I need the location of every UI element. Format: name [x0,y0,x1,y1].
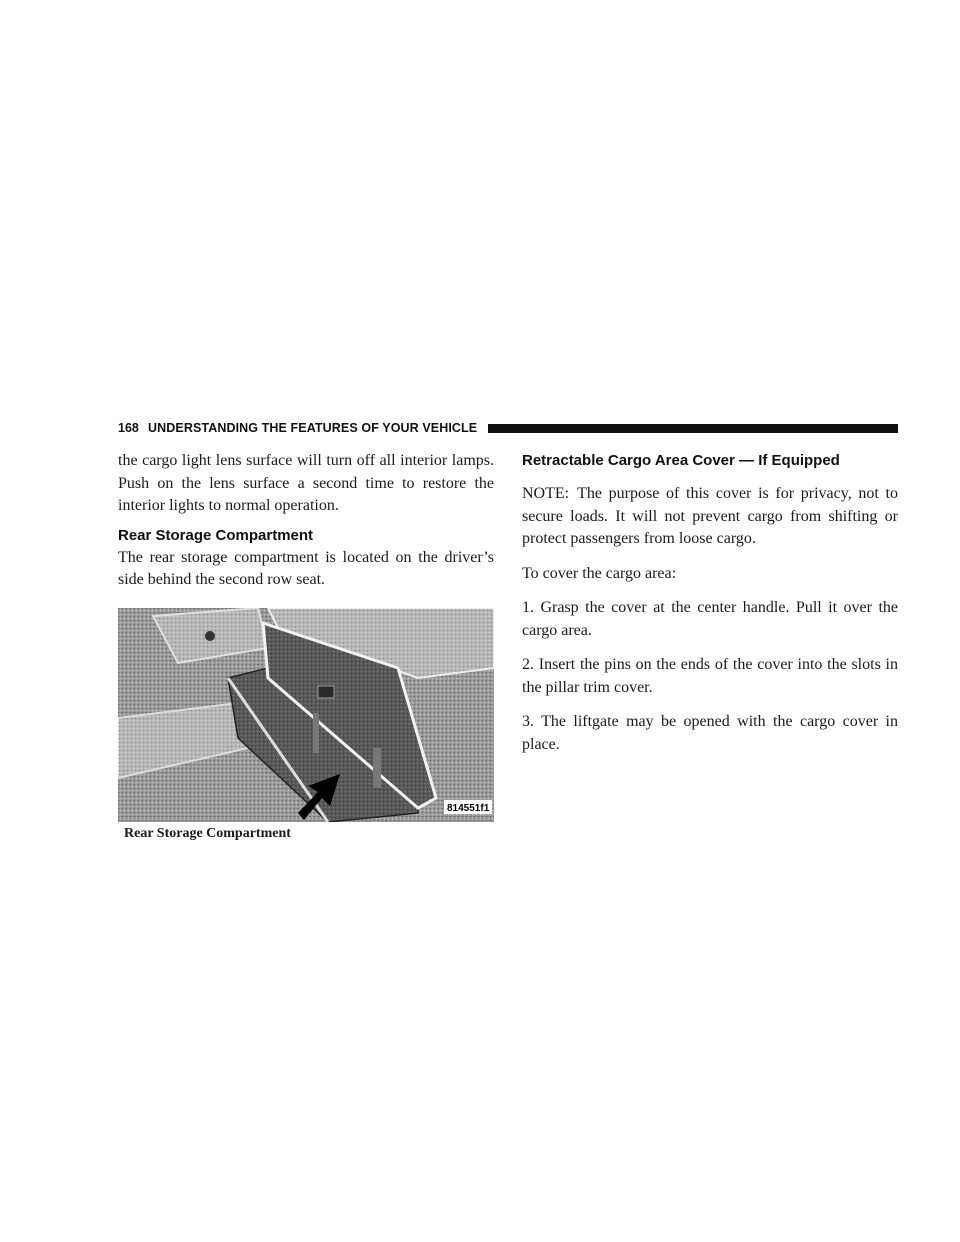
step-2: 2. Insert the pins on the ends of the cover into the slots in the pillar trim cover. [522,656,898,696]
header-title: UNDERSTANDING THE FEATURES OF YOUR VEHICLE [148,421,478,435]
cover-intro: To cover the cargo area: [522,564,677,582]
figure-code: 814551f1 [447,802,490,814]
right-column [522,450,898,768]
lid-latch [318,686,334,698]
left-column [118,450,494,842]
note-paragraph [522,483,898,551]
figure-caption: Rear Storage Compartment [124,825,291,841]
page-number: 168 [118,421,139,435]
note-text: The purpose of this cover is for privacy, not to secure loads. It will not prevent cargo from shifting or protect passengers from loose cargo. [522,485,898,547]
section-heading-cargo-cover: Retractable Cargo Area Cover — If Equipped [522,452,840,469]
step-1: 1. Grasp the cover at the center handle. Pull it over the cargo area. [522,599,898,639]
rear-storage-illustration [118,608,494,822]
well-divider [313,713,319,753]
well-divider-2 [373,748,381,788]
floor-knob [205,631,215,641]
note-label: NOTE: [522,485,570,502]
intro-paragraph: the cargo light lens surface will turn off all interior lamps. Push on the lens surface a second time to restore the interior lights to normal operation. [118,452,494,514]
page-header [118,419,898,437]
rear-storage-paragraph: The rear storage compartment is located on the driver’s side behind the second row seat. [118,548,494,588]
figure-rear-storage [118,608,494,842]
header-rule [488,424,898,433]
section-heading-rear-storage: Rear Storage Compartment [118,526,314,544]
step-3: 3. The liftgate may be opened with the cargo cover in place. [522,713,898,753]
